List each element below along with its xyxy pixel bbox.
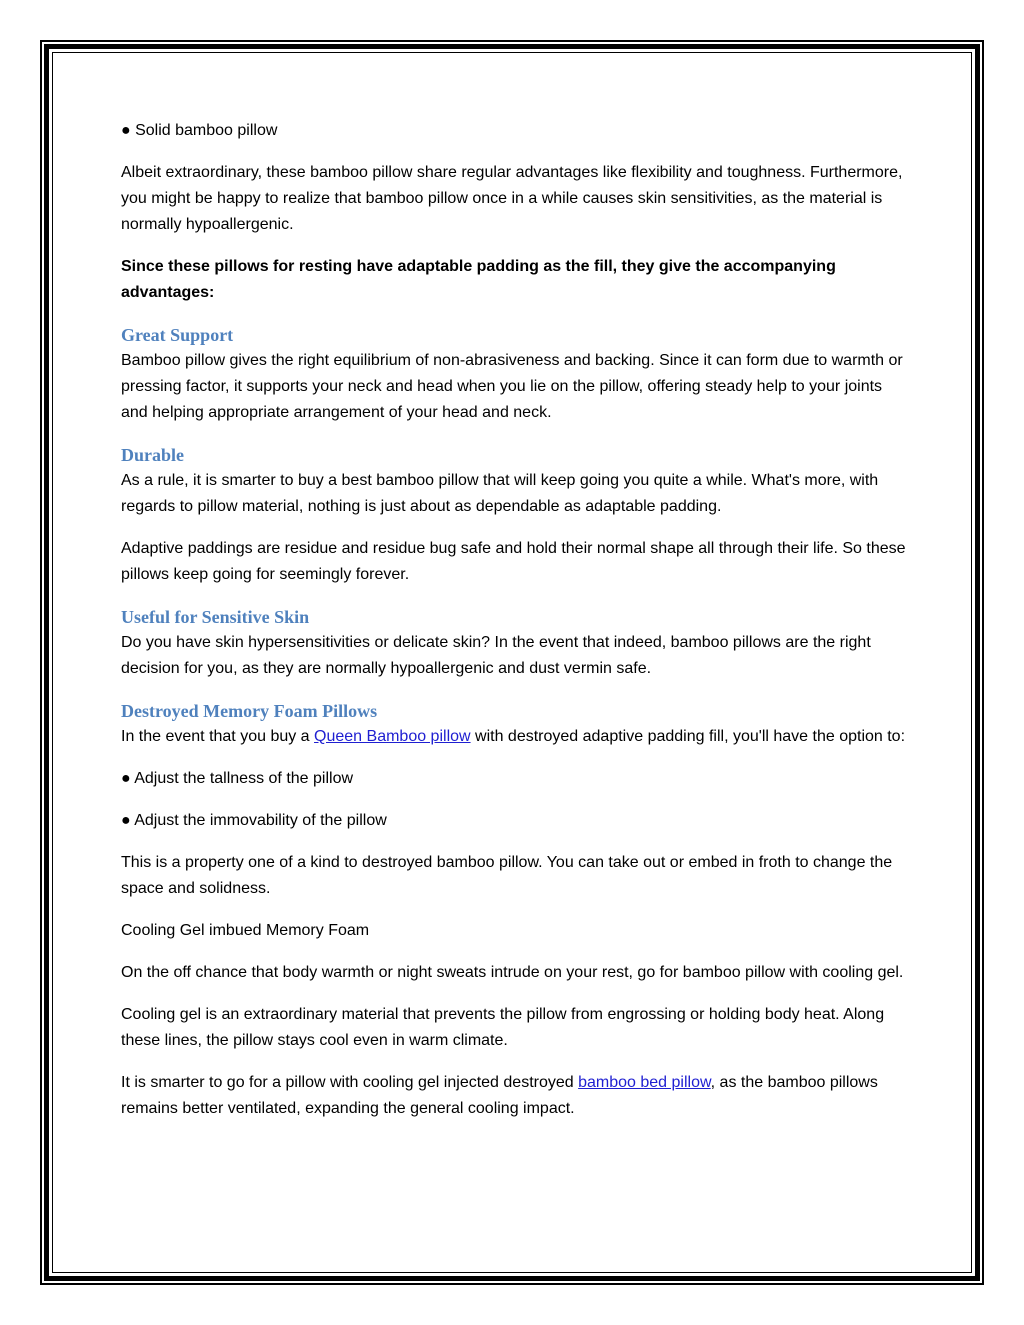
bamboo-bed-pillow-link[interactable]: bamboo bed pillow [578,1074,711,1091]
section-great-support [121,322,911,426]
document-body [121,118,911,1138]
paragraph-final-before: It is smarter to go for a pillow with cooling gel injected destroyed [121,1074,579,1091]
paragraph-final [121,1070,911,1122]
bold-intro: Since these pillows for resting have adaptable padding as the fill, they give the accompanying advantages: [121,258,836,301]
paragraph-adaptive: Adaptive paddings are residue and residue bug safe and hold their normal shape all through their life. So these pillows keep going for seemingly forever. [121,540,906,583]
section-durable [121,442,911,520]
paragraph-final-after: , as the bamboo pillows remains better ventilated, expanding the general cooling impact. [121,1074,878,1117]
section-body [121,724,911,750]
section-body-before: In the event that you buy a [121,728,315,745]
section-heading: Destroyed Memory Foam Pillows [121,701,378,721]
paragraph-cooling-1: On the off chance that body warmth or night sweats intrude on your rest, go for bamboo pillow with cooling gel. [121,964,904,981]
section-body: Bamboo pillow gives the right equilibrium of non-abrasiveness and backing. Since it can form due to warmth or pressing factor, it supports your neck and head when you lie on the pillow, offering steady help to your joints and helping appropriate arrangement of your head and neck. [121,352,903,421]
paragraph-intro: Albeit extraordinary, these bamboo pillow share regular advantages like flexibility and toughness. Furthermore, you might be happy to realize that bamboo pillow once in a while causes skin sensitivities, as the material is normally hypoallergenic. [121,164,903,233]
bullet-solid-bamboo: ● Solid bamboo pillow [121,122,278,139]
section-heading: Durable [121,445,184,465]
queen-bamboo-pillow-link[interactable]: Queen Bamboo pillow [314,728,471,745]
paragraph-cooling-2: Cooling gel is an extraordinary material that prevents the pillow from engrossing or holding body heat. Along these lines, the pillow stays cool even in warm climate. [121,1006,885,1049]
section-body: As a rule, it is smarter to buy a best bamboo pillow that will keep going you quite a while. What's more, with regards to pillow material, nothing is just about as dependable as adaptable padding. [121,472,879,515]
section-sensitive-skin [121,604,911,682]
bullet-adjust-tallness: ● Adjust the tallness of the pillow [121,770,354,787]
bullet-adjust-immovability: ● Adjust the immovability of the pillow [121,812,387,829]
paragraph-cooling-title: Cooling Gel imbued Memory Foam [121,922,370,939]
paragraph-property: This is a property one of a kind to destroyed bamboo pillow. You can take out or embed in froth to change the space and solidness. [121,854,893,897]
section-heading: Useful for Sensitive Skin [121,607,310,627]
section-destroyed-memory-foam [121,698,911,750]
section-body-after: with destroyed adaptive padding fill, you'll have the option to: [470,728,906,745]
section-heading: Great Support [121,325,234,345]
section-body: Do you have skin hypersensitivities or delicate skin? In the event that indeed, bamboo pillows are the right decision for you, as they are normally hypoallergenic and dust vermin safe. [121,634,871,677]
